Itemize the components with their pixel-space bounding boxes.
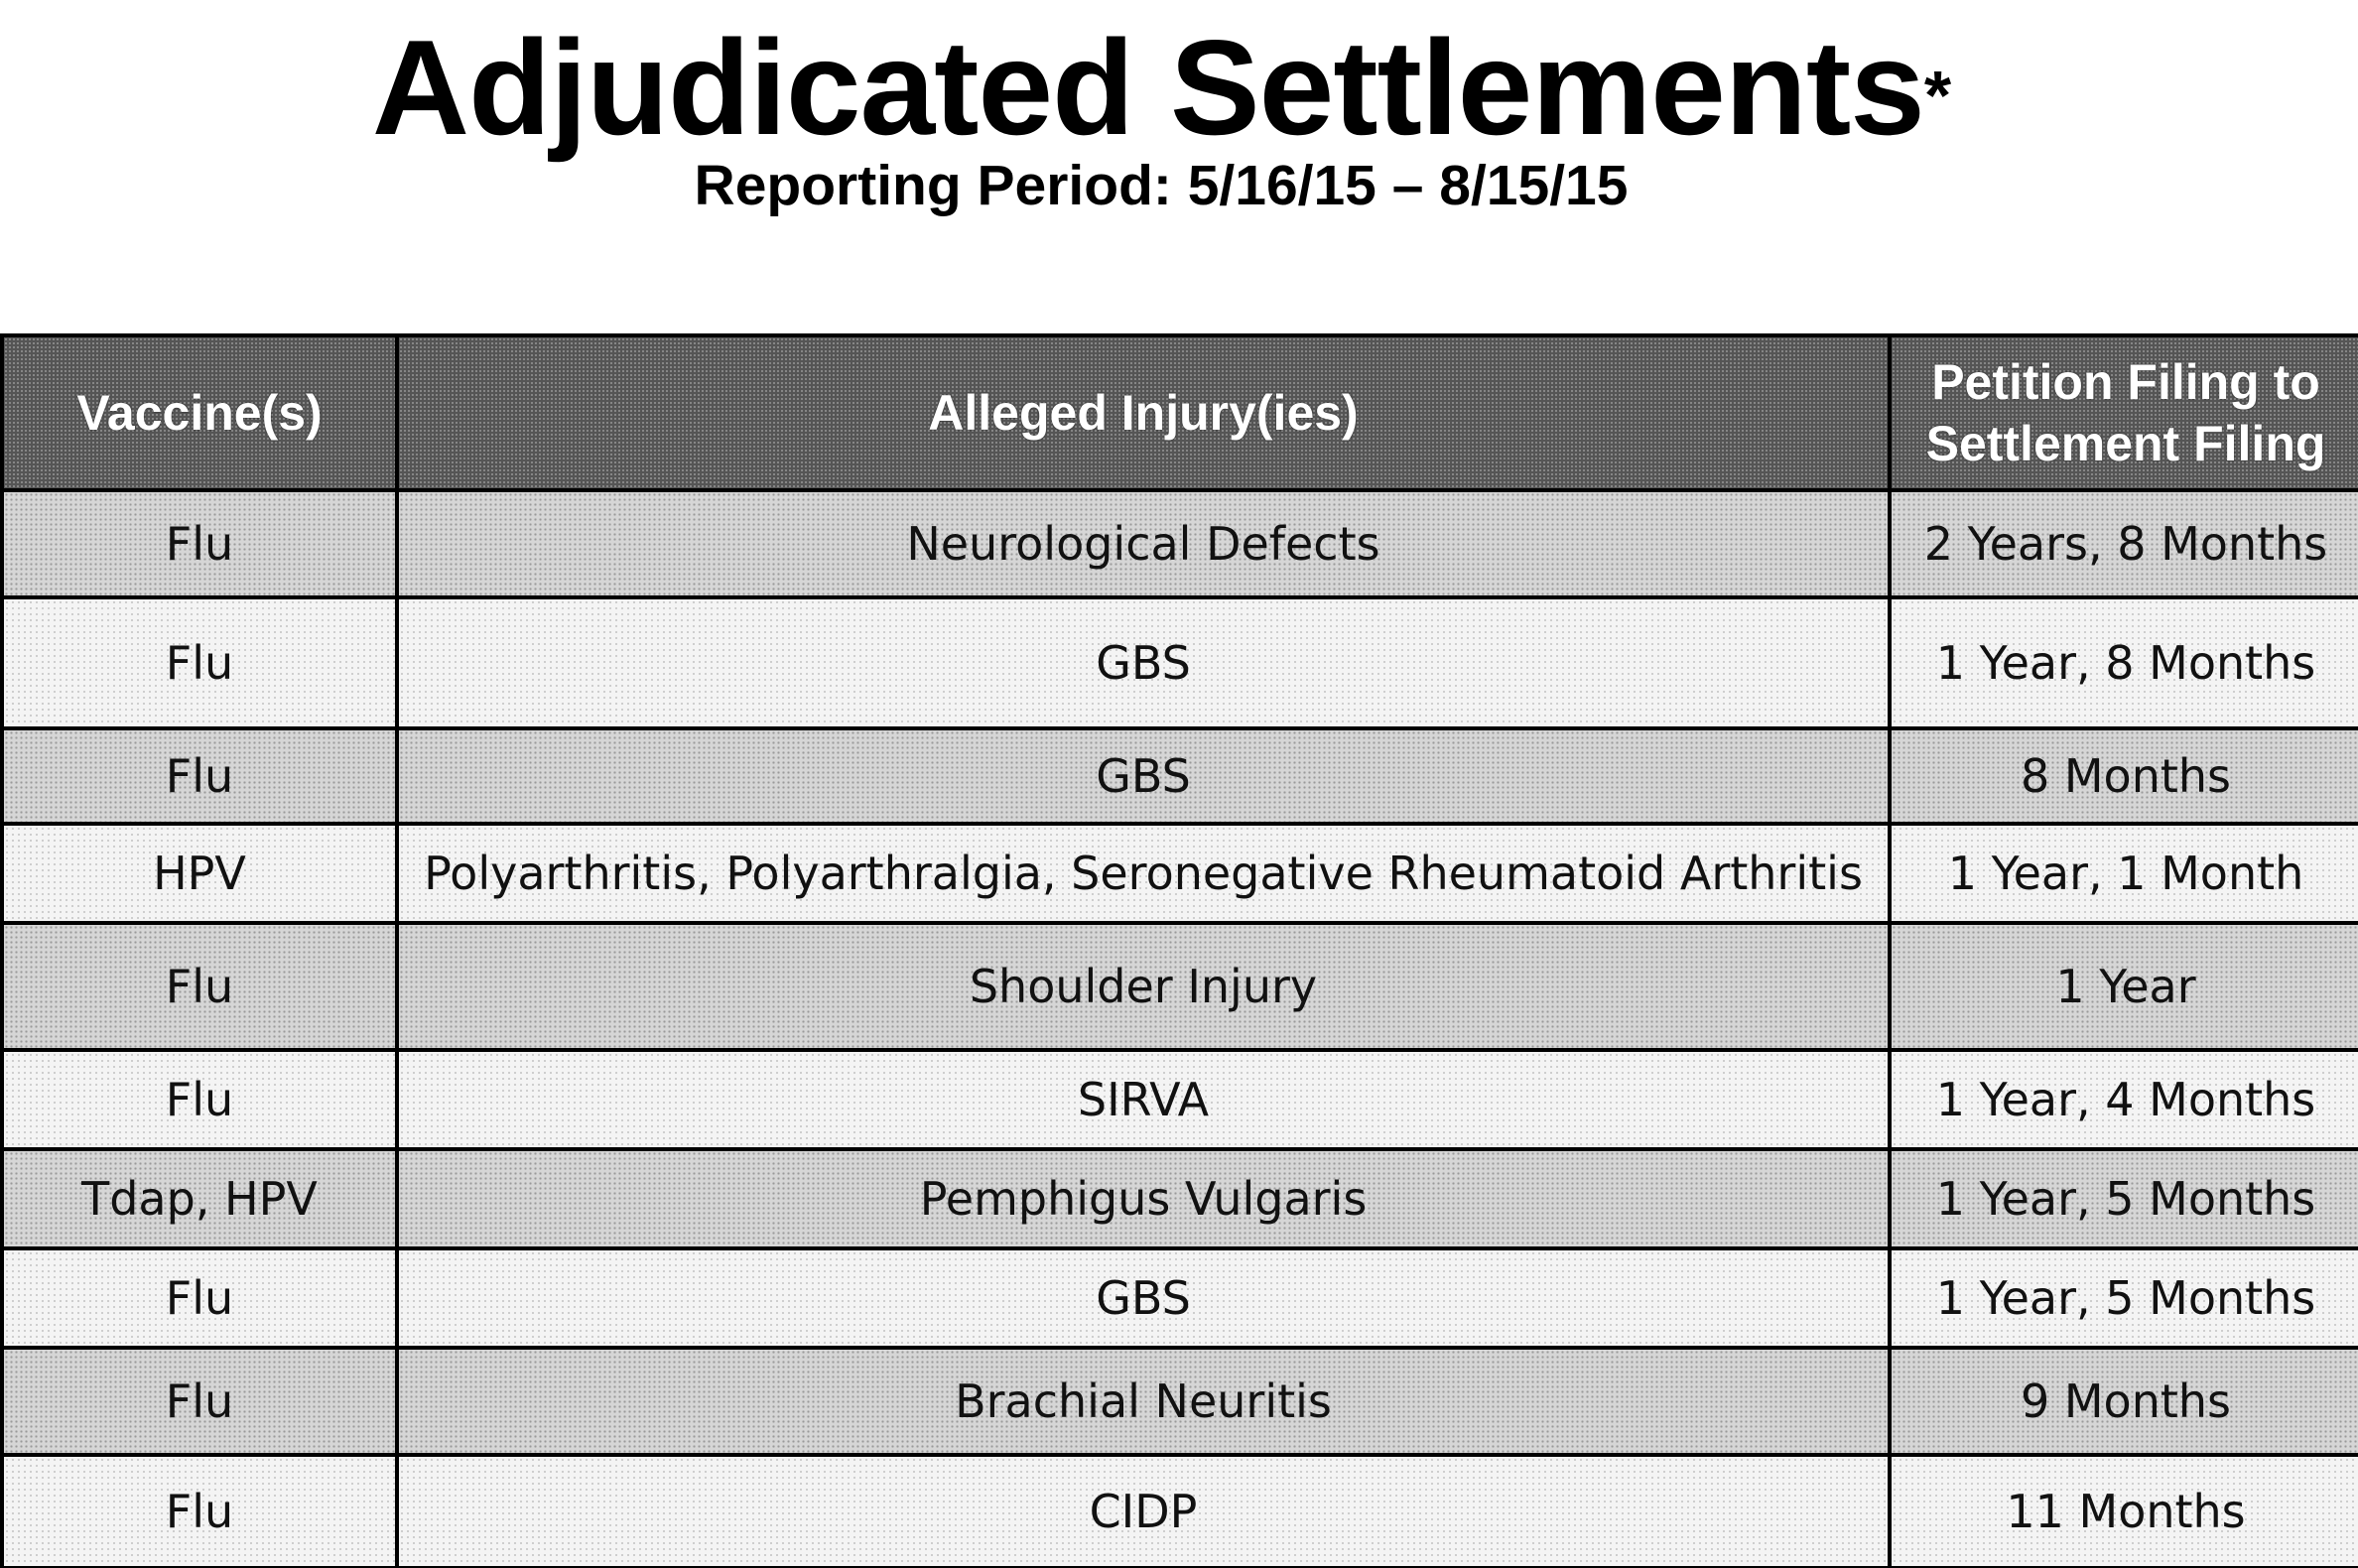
cell-injuries: SIRVA <box>397 1050 1890 1149</box>
cell-duration: 1 Year, 4 Months <box>1890 1050 2358 1149</box>
cell-vaccines: Flu <box>2 1248 397 1348</box>
cell-duration: 8 Months <box>1890 728 2358 824</box>
cell-injuries: GBS <box>397 728 1890 824</box>
cell-injuries: Neurological Defects <box>397 490 1890 597</box>
cell-injuries: Polyarthritis, Polyarthralgia, Seronegative Rheumatoid Arthritis <box>397 824 1890 923</box>
table-row <box>2 1455 2358 1568</box>
cell-vaccines: Flu <box>2 1348 397 1455</box>
reporting-period <box>0 151 2358 220</box>
cell-vaccines: HPV <box>2 824 397 923</box>
table-row <box>2 1149 2358 1248</box>
header-duration-line2: Settlement Filing <box>1925 416 2326 471</box>
header-duration-line1: Petition Filing to <box>1931 354 2320 410</box>
header-vaccines: Vaccine(s) <box>2 335 397 490</box>
cell-duration: 11 Months <box>1890 1455 2358 1568</box>
reporting-period-text: Reporting Period: 5/16/15 – 8/15/15 <box>694 154 1629 217</box>
header-injuries: Alleged Injury(ies) <box>397 335 1890 490</box>
table-row <box>2 597 2358 728</box>
cell-injuries: Brachial Neuritis <box>397 1348 1890 1455</box>
cell-vaccines: Tdap, HPV <box>2 1149 397 1248</box>
table-row <box>2 1248 2358 1348</box>
cell-duration: 9 Months <box>1890 1348 2358 1455</box>
cell-duration: 2 Years, 8 Months <box>1890 490 2358 597</box>
cell-duration: 1 Year, 5 Months <box>1890 1248 2358 1348</box>
cell-vaccines: Flu <box>2 1455 397 1568</box>
cell-duration: 1 Year <box>1890 923 2358 1050</box>
table-row <box>2 490 2358 597</box>
table-row <box>2 728 2358 824</box>
cell-injuries: Pemphigus Vulgaris <box>397 1149 1890 1248</box>
table-row <box>2 824 2358 923</box>
page-title <box>0 12 2358 163</box>
cell-duration: 1 Year, 5 Months <box>1890 1149 2358 1248</box>
cell-injuries: Shoulder Injury <box>397 923 1890 1050</box>
header-duration <box>1890 335 2358 490</box>
table-row <box>2 1050 2358 1149</box>
cell-injuries: GBS <box>397 1248 1890 1348</box>
cell-vaccines: Flu <box>2 597 397 728</box>
cell-duration: 1 Year, 8 Months <box>1890 597 2358 728</box>
cell-vaccines: Flu <box>2 728 397 824</box>
cell-duration: 1 Year, 1 Month <box>1890 824 2358 923</box>
table-row <box>2 923 2358 1050</box>
title-asterisk: * <box>1923 57 1951 134</box>
page-title-text: Adjudicated Settlements <box>371 12 1924 163</box>
cell-vaccines: Flu <box>2 923 397 1050</box>
cell-injuries: CIDP <box>397 1455 1890 1568</box>
cell-vaccines: Flu <box>2 490 397 597</box>
table-row <box>2 1348 2358 1455</box>
cell-vaccines: Flu <box>2 1050 397 1149</box>
settlements-table <box>0 333 2358 1568</box>
table-header-row <box>2 335 2358 490</box>
settlements-table-container <box>0 333 2358 1568</box>
cell-injuries: GBS <box>397 597 1890 728</box>
